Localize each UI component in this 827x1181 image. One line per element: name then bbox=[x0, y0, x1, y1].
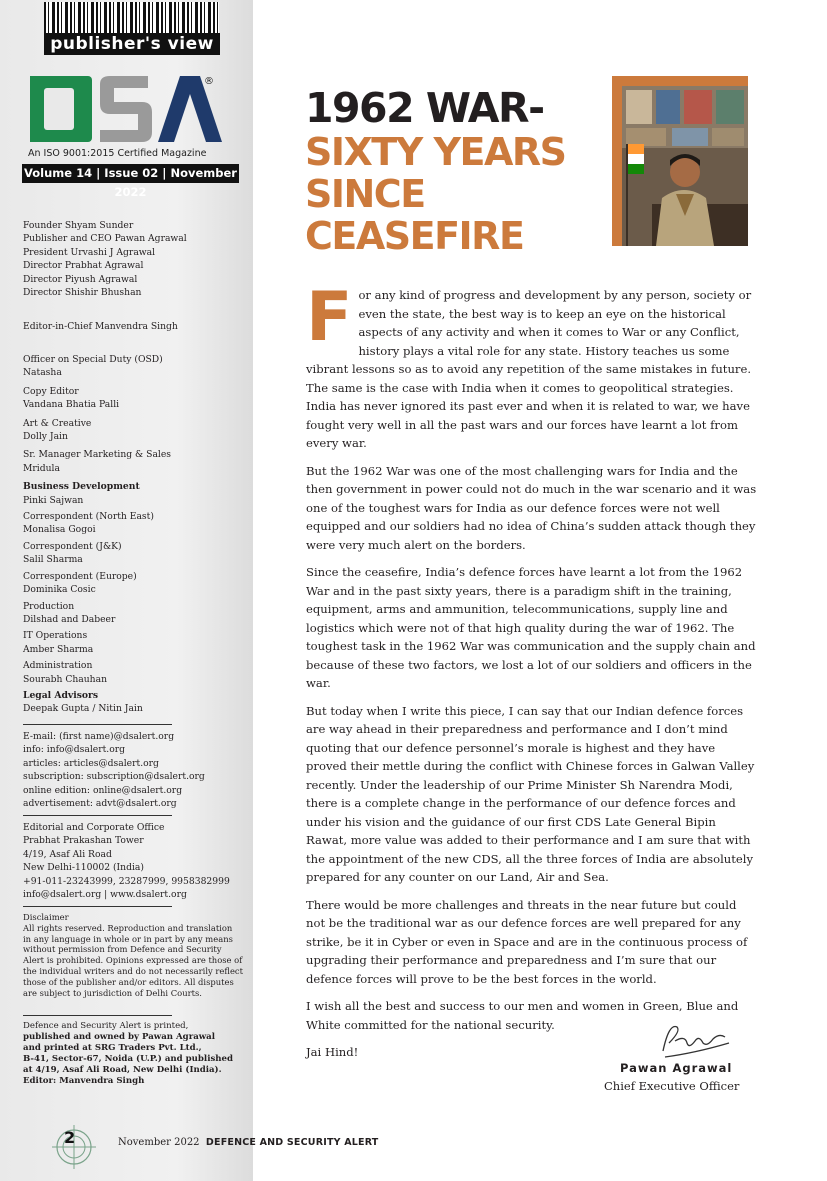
svg-text:®: ® bbox=[204, 76, 214, 87]
staff-list: Officer on Special Duty (OSD) Natasha Copy Editor Vandana Bhatia Palli Art & Creative Dolly Jain Sr. Manager Marketing & Sales Mridula Business Development Pinki Sajwan Correspondent (North East) Monalisa Gogoi Correspondent (J&K) Salil Sharma Correspondent (Europe) Dominika Cosic Production Dilshad and Dabeer IT Operations Amber Sharma Administration Sourabh Chauhan Legal Advisors Deepak Gupta / Nitin Jain bbox=[23, 354, 172, 715]
article-body bbox=[306, 278, 758, 1071]
drop-cap: F bbox=[306, 278, 353, 357]
signature-title: Chief Executive Officer bbox=[604, 1079, 740, 1093]
paragraph: But the 1962 War was one of the most challenging wars for India and the then government in power could not do much in the war scenario and it was one of the toughest wars for India as our defence forces were not well equipped and our soldiers had no idea of China’s sudden attack though they were very much alert on the borders. bbox=[306, 463, 757, 552]
headline-line-1: 1962 WAR- bbox=[305, 84, 544, 132]
headline-accent: SIXTY YEARS SINCE CEASEFIRE bbox=[305, 130, 566, 258]
imprint: Defence and Security Alert is printed, published and owned by Pawan Agrawal and printed at SRG Traders Pvt. Ltd., B-41, Sector-67, Noida (U.P.) and published at 4/19, Asaf Ali Road, New Delhi (India). Editor: Manvendra Singh bbox=[23, 1021, 234, 1086]
handwritten-signature bbox=[655, 1013, 735, 1063]
dsa-logo bbox=[30, 72, 225, 147]
founders-list: Founder Shyam Sunder Publisher and CEO Pawan Agrawal President Urvashi J Agrawal Director Prabhat Agrawal Director Piyush Agrawal Director Shishir Bhushan bbox=[23, 220, 187, 299]
paragraph: I wish all the best and success to our men and women in Green, Blue and White committed for the national security. bbox=[306, 999, 739, 1032]
disclaimer: Disclaimer All rights reserved. Reproduction and translation in any language in whole or in part by any means without permission from Defence and Security Alert is prohibited. Opinions expressed are those of the individual writers and do not necessarily reflect those of the publisher and/or editors. All disputes are subject to jurisdiction of Delhi Courts. bbox=[23, 912, 243, 998]
page-number-target bbox=[52, 1125, 96, 1169]
footer-date: November 2022 bbox=[118, 1137, 200, 1148]
page-number: 2 bbox=[64, 1128, 76, 1147]
footer-magazine: DEFENCE AND SECURITY ALERT bbox=[205, 1137, 379, 1148]
section-label: publisher's view bbox=[44, 33, 220, 55]
divider bbox=[23, 906, 172, 907]
sidebar bbox=[0, 0, 253, 1181]
iso-certification: An ISO 9001:2015 Certified Magazine bbox=[28, 148, 207, 159]
paragraph: Since the ceasefire, India’s defence forces have learnt a lot from the 1962 War and in the past sixty years, there is a paradigm shift in the training, equipment, arms and ammunition, telecommunications, supply line and logistics which were not of that high quality during the war of 1962. The toughest task in the 1962 War was communication and the supply chain and because of these two factors, we lost a lot of our soldiers and officers in the war. bbox=[306, 565, 756, 690]
divider bbox=[23, 724, 172, 725]
paragraph: Jai Hind! bbox=[306, 1045, 359, 1059]
barcode bbox=[44, 2, 219, 34]
paragraph: But today when I write this piece, I can say that our Indian defence forces are way ahead in their preparedness and performance and I don’t mind quoting that our defence personnel’s morale is highest and they have proved their mettle during the conflict with Chinese forces in Galwan Valley recently. Under the leadership of our Prime Minister Sh Narendra Modi, there is a complete change in the performance of our defence forces and under his vision and the guidance of our first CDS Late General Bipin Rawat, more value was added to their performance and I am sure that with the appointment of the new CDS, all the three forces of India are absolutely prepared for any counter on our Land, Air and Sea. bbox=[306, 703, 755, 884]
footer bbox=[118, 1137, 379, 1148]
volume-issue: Volume 14 | Issue 02 | November 2022 bbox=[22, 164, 239, 183]
paragraph: For any kind of progress and development by any person, society or even the state, the best way is to keep an eye on the historical aspects of any activity and when it comes to War or any Conflict, history plays a vital role for any state. History teaches us some vibrant lessons so as to avoid any repetition of the same mistakes in future. The same is the case with India when it comes to geopolitical strategies. India has never ignored its past ever and when it is related to war, we have fought very well in all the past wars and our forces have learnt a lot from every war. bbox=[306, 278, 752, 450]
email-contacts: E-mail: (first name)@dsalert.org info: info@dsalert.org articles: articles@dsalert.org subscription: subscription@dsalert.org online edition: online@dsalert.org advertisement: advt@dsalert.org bbox=[23, 731, 205, 810]
office-address: Editorial and Corporate Office Prabhat Prakashan Tower 4/19, Asaf Ali Road New Delhi-110002 (India) +91-011-23243999, 23287999, 9958382999 info@dsalert.org | www.dsalert.org bbox=[23, 822, 230, 901]
paragraph: There would be more challenges and threats in the near future but could not be the traditional war as our defence forces are well prepared for any strike, be it in Cyber or even in Space and are in the continuous process of upgrading their performance and preparedness and I’m sure that our defence forces will prove to be the best forces in the world. bbox=[306, 897, 748, 986]
divider bbox=[23, 1015, 172, 1016]
divider bbox=[23, 815, 172, 816]
editor-in-chief: Editor-in-Chief Manvendra Singh bbox=[23, 321, 178, 332]
author-photo bbox=[622, 86, 748, 246]
signature-name: Pawan Agrawal bbox=[620, 1061, 733, 1075]
